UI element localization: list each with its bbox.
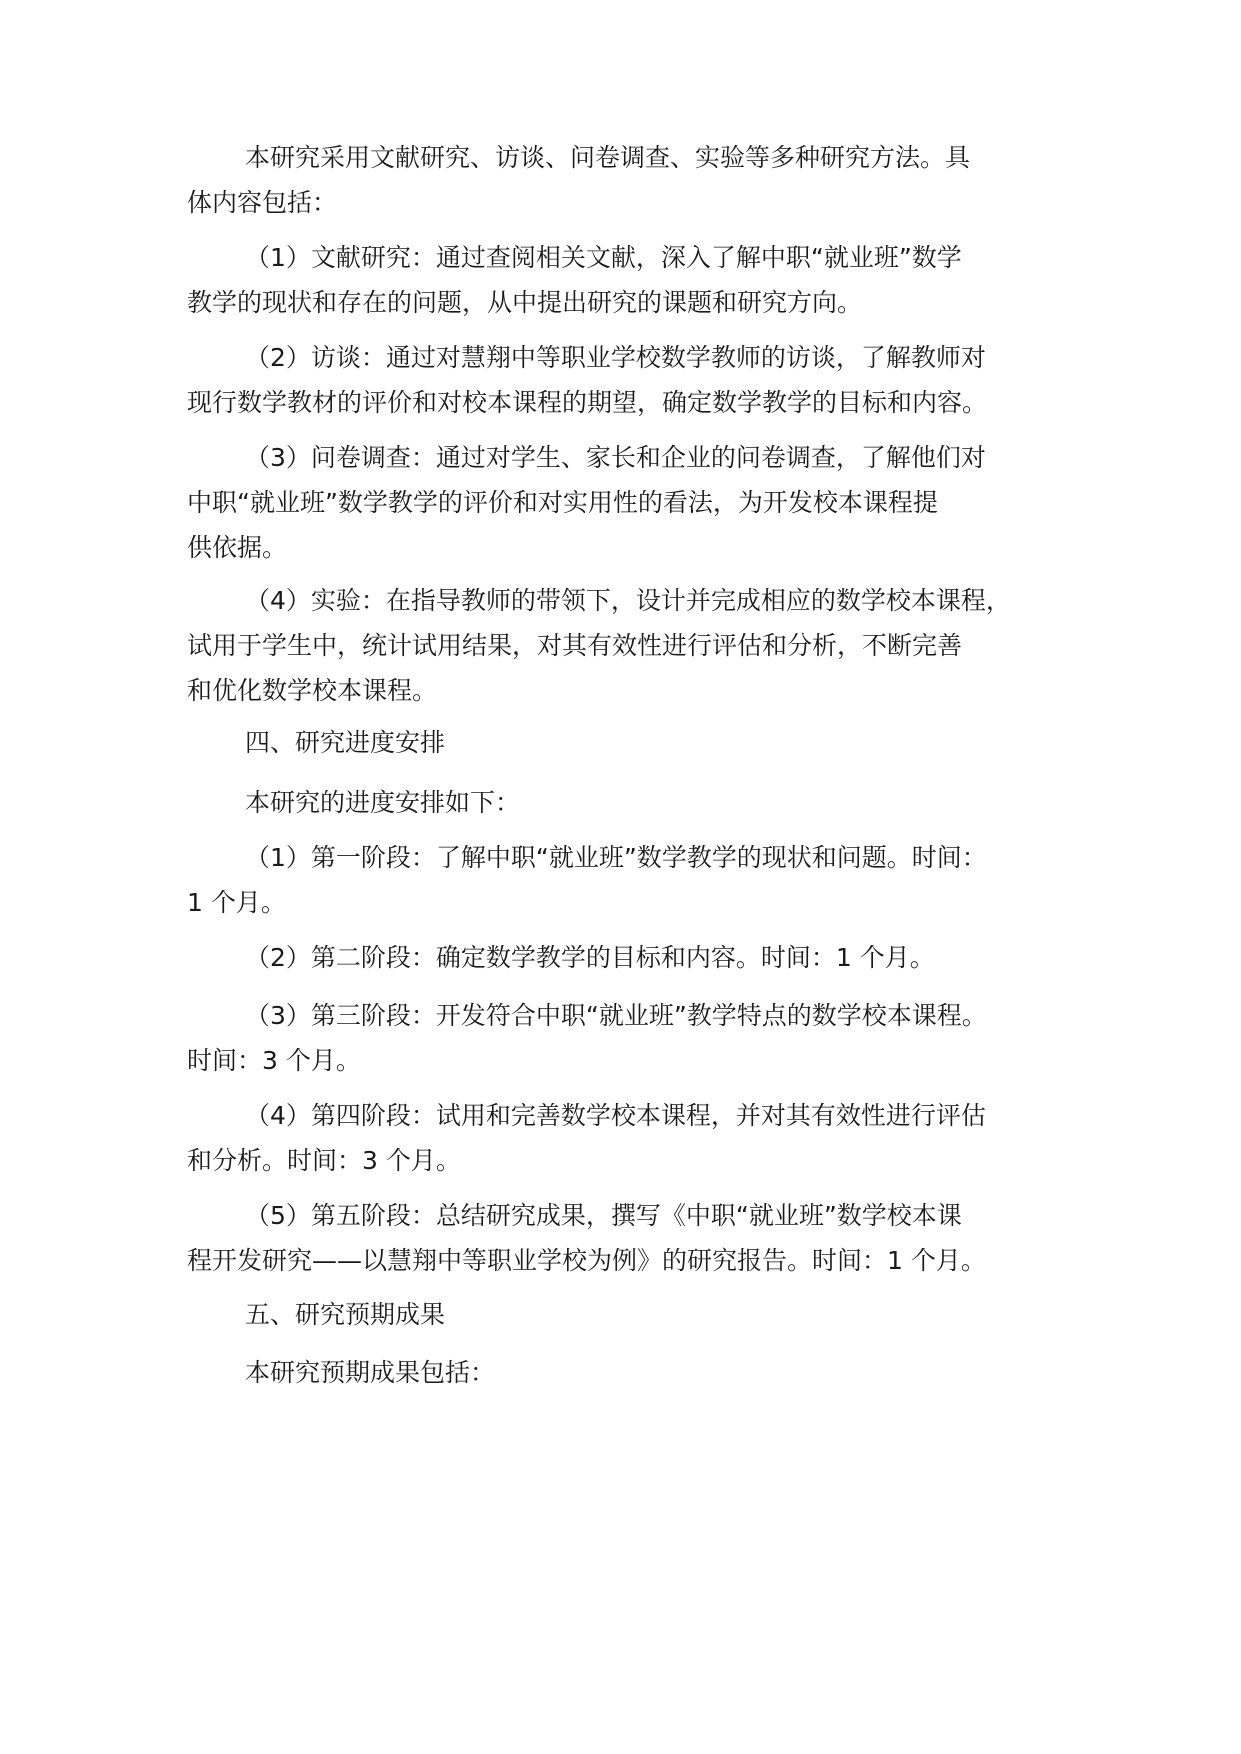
text-line: 教学的现状和存在的问题，从中提出研究的课题和研究方向。: [187, 288, 863, 317]
heading-schedule: [187, 720, 1067, 765]
text-line: （1）文献研究：通过查阅相关文献，深入了解中职“就业班”数学: [245, 243, 962, 272]
text-line: 程开发研究——以慧翔中等职业学校为例》的研究报告。时间：1 个月。: [187, 1246, 986, 1275]
text-line: （4）第四阶段：试用和完善数学校本课程，并对其有效性进行评估: [245, 1101, 986, 1130]
text-line: 和优化数学校本课程。: [187, 676, 438, 705]
paragraph-experiment: [187, 578, 1067, 713]
paragraph-stage-3: [187, 993, 1067, 1083]
paragraph-stage-1: [187, 835, 1067, 925]
text-line: （3）第三阶段：开发符合中职“就业班”教学特点的数学校本课程。: [245, 1001, 987, 1030]
paragraph-stage-5: [187, 1193, 1067, 1283]
paragraph-stage-4: [187, 1093, 1067, 1183]
text-line: （2）访谈：通过对慧翔中等职业学校数学教师的访谈，了解教师对: [245, 343, 986, 372]
text-line: 现行数学教材的评价和对校本课程的期望，确定数学教学的目标和内容。: [187, 388, 988, 417]
text-line: 体内容包括：: [187, 188, 338, 217]
text-line: （3）问卷调查：通过对学生、家长和企业的问卷调查，了解他们对: [245, 443, 986, 472]
text-line: 1 个月。: [187, 888, 286, 917]
text-line: （5）第五阶段：总结研究成果，撰写《中职“就业班”数学校本课: [245, 1201, 962, 1230]
section-heading: 五、研究预期成果: [245, 1300, 446, 1329]
paragraph-results-intro: [187, 1350, 1067, 1395]
text-line: 中职“就业班”数学教学的评价和对实用性的看法，为开发校本课程提: [187, 488, 938, 517]
text-line: 本研究的进度安排如下：: [245, 788, 521, 817]
text-line: 供依据。: [187, 533, 288, 562]
paragraph-literature-research: [187, 235, 1067, 325]
text-line: 试用于学生中，统计试用结果，对其有效性进行评估和分析，不断完善: [187, 631, 963, 660]
paragraph-questionnaire: [187, 435, 1067, 570]
heading-expected-results: [187, 1292, 1067, 1337]
paragraph-methods-intro: [187, 135, 1067, 225]
paragraph-stage-2: [187, 935, 1067, 980]
paragraph-schedule-intro: [187, 780, 1067, 825]
text-line: （2）第二阶段：确定数学教学的目标和内容。时间：1 个月。: [245, 943, 935, 972]
text-line: （1）第一阶段：了解中职“就业班”数学教学的现状和问题。时间：: [245, 843, 987, 872]
text-line: 本研究预期成果包括：: [245, 1358, 496, 1387]
text-line: 时间：3 个月。: [187, 1046, 361, 1075]
text-line: （4）实验：在指导教师的带领下，设计并完成相应的数学校本课程，: [245, 586, 1011, 615]
paragraph-interview: [187, 335, 1067, 425]
text-line: 本研究采用文献研究、访谈、问卷调查、实验等多种研究方法。具: [245, 143, 971, 172]
section-heading: 四、研究进度安排: [245, 728, 446, 757]
text-line: 和分析。时间：3 个月。: [187, 1146, 461, 1175]
